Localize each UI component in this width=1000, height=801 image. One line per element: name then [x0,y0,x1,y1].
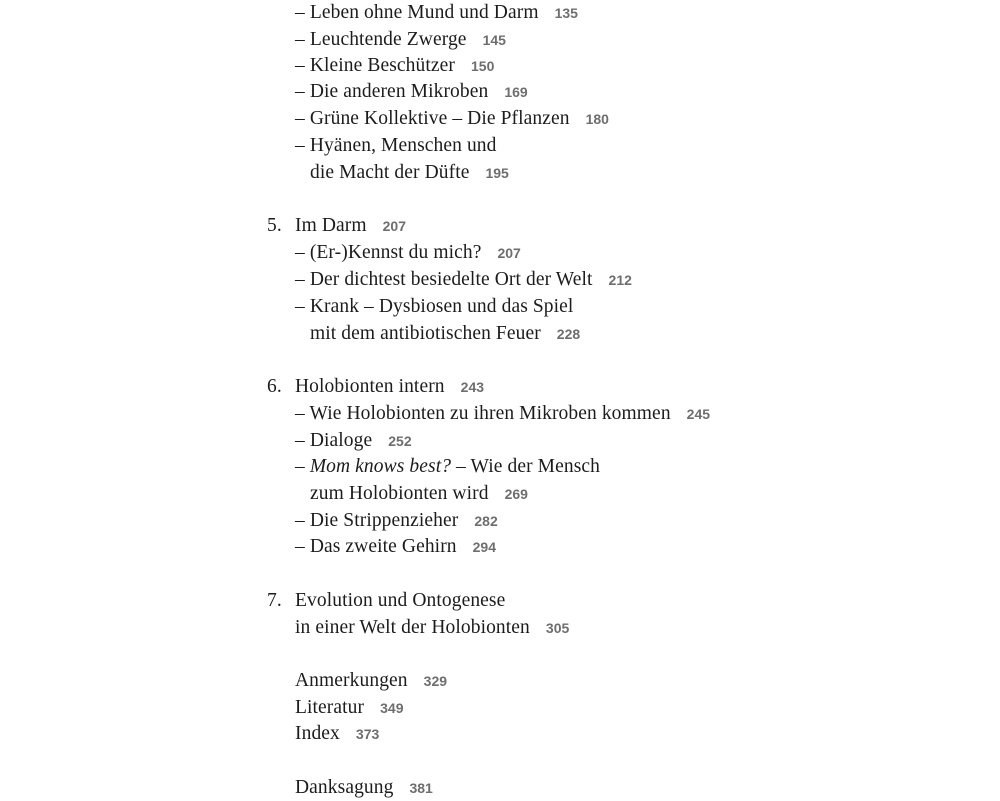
entry-title [295,53,494,79]
entry-text: Hyänen, Menschen und [309,135,497,156]
entry-title [295,721,379,747]
entry-title [295,267,632,293]
entry-text: Krank – Dysbiosen und das Spiel [309,296,574,317]
page-number: 329 [423,673,448,689]
page-number: 228 [556,326,581,342]
chapter-title [295,374,484,400]
page-number: 145 [482,32,506,48]
entry-text: Leuchtende Zwerge [309,29,467,50]
entry-prefix: – [295,430,310,451]
page-number: 212 [608,272,632,288]
entry-prefix: – [295,296,310,317]
entry-text: Der dichtest besiedelte Ort der Welt [309,269,593,290]
entry-prefix: – [295,2,310,23]
entry-title [295,79,528,105]
page-number: 282 [474,513,498,529]
page-number: 269 [504,486,528,502]
entry-text: (Er-)Kennst du mich? [309,242,482,263]
entry-text: Kleine Beschützer [309,55,456,76]
entry-prefix: – [295,510,310,531]
entry-italic-text: Mom knows best? [309,456,452,477]
page-number: 305 [545,620,570,636]
page-number: 207 [382,218,406,234]
entry-text: Evolution und Ontogenese [295,590,506,611]
entry-text: Das zweite Gehirn [309,536,457,557]
chapter-title [295,615,569,641]
page-number: 169 [504,84,528,100]
entry-title [295,294,573,320]
entry-title [295,508,498,534]
page-number: 207 [497,245,521,261]
entry-title [295,133,497,159]
entry-text: Im Darm [295,215,367,236]
entry-text: – Wie der Mensch [451,456,601,477]
entry-title [295,27,506,53]
page-number: 245 [686,406,711,422]
entry-title [295,454,600,480]
entry-text: Wie Holobionten zu ihren Mikroben kommen [309,403,671,424]
entry-prefix: – [295,242,310,263]
chapter-number: 5. [267,215,282,236]
entry-prefix: – [295,29,310,50]
entry-text: Danksagung [295,777,394,798]
entry-title [295,668,447,694]
page-number: 195 [485,165,509,181]
entry-prefix: – [295,269,310,290]
page-number: 180 [585,111,609,127]
entry-prefix: – [295,108,310,129]
chapter-title [295,213,406,239]
entry-text: Leben ohne Mund und Darm [309,2,539,23]
entry-title [295,401,710,427]
entry-text: in einer Welt der Holobionten [295,617,530,638]
page-number: 349 [380,700,404,716]
entry-prefix: – [295,81,310,102]
entry-title [295,0,578,26]
entry-title [295,240,521,266]
page-number: 243 [460,379,485,395]
page-number: 135 [554,5,578,21]
chapter-number: 7. [267,590,282,611]
entry-prefix: – [295,536,310,557]
entry-text: Index [295,723,340,744]
chapter-number: 6. [267,376,282,397]
entry-prefix: – [295,403,310,424]
entry-title [295,534,496,560]
chapter-title [295,588,505,614]
entry-title [295,775,433,801]
page-number: 373 [355,726,380,742]
entry-title [310,481,528,507]
entry-text: Holobionten intern [295,376,445,397]
entry-text: Die anderen Mikroben [309,81,489,102]
page-number: 150 [471,58,495,74]
entry-title [310,160,509,186]
entry-text: zum Holobionten wird [310,483,489,504]
page-number: 252 [388,433,412,449]
entry-prefix: – [295,456,310,477]
entry-text: Grüne Kollektive – Die Pflanzen [309,108,570,129]
entry-text: Anmerkungen [295,670,408,691]
page-number: 294 [472,539,496,555]
entry-title [295,106,609,132]
entry-text: Literatur [295,697,365,718]
entry-title [295,428,412,454]
entry-prefix: – [295,135,310,156]
entry-text: Die Strippenzieher [309,510,459,531]
entry-text: Dialoge [309,430,373,451]
entry-title [310,321,580,347]
entry-title [295,695,403,721]
entry-text: die Macht der Düfte [310,162,470,183]
entry-prefix: – [295,55,310,76]
entry-text: mit dem antibiotischen Feuer [310,323,541,344]
page-number: 381 [409,780,433,796]
